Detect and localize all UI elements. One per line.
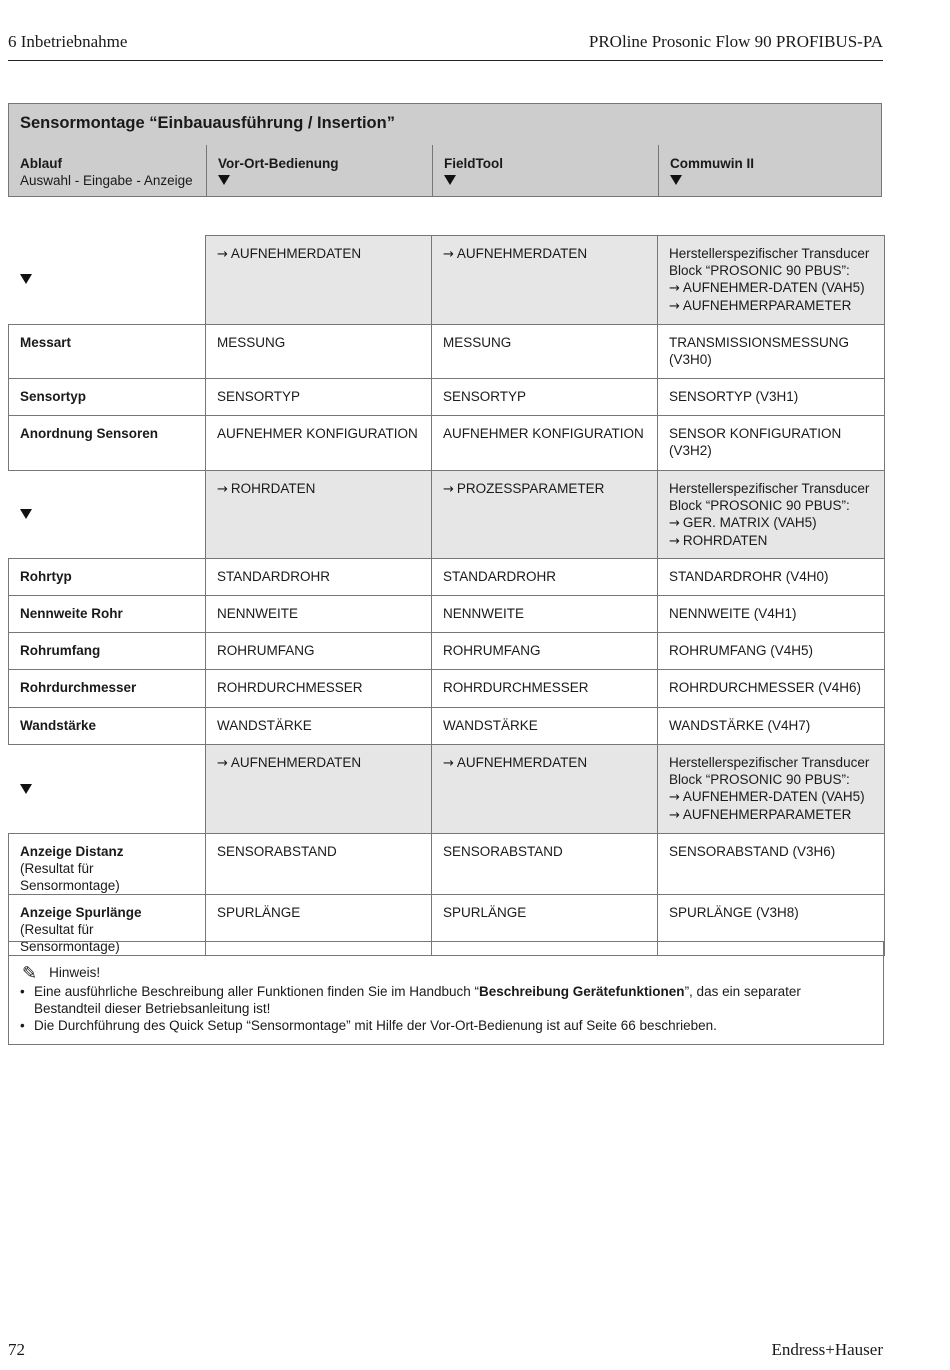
arrow-right-icon: → <box>669 790 680 805</box>
table-row: Rohrdurchmesser ROHRDURCHMESSER ROHRDURCHMESSER ROHRDURCHMESSER (V4H6) <box>9 670 885 708</box>
table-row: Wandstärke WANDSTÄRKE WANDSTÄRKE WANDSTÄRKE (V4H7) <box>9 708 885 745</box>
brand-logo: Endress+Hauser <box>771 1340 883 1359</box>
table-header <box>8 103 882 197</box>
triangle-down-icon <box>218 175 230 185</box>
arrow-right-icon: → <box>669 281 680 296</box>
note-list <box>20 983 850 1034</box>
arrow-right-icon: → <box>669 534 680 549</box>
note-box <box>8 941 884 1045</box>
steps-table <box>8 235 885 956</box>
list-item: • Eine ausführliche Beschreibung aller Funktionen finden Sie im Handbuch “Beschreibung Gerätefunktionen”, das ein separater Bestandteil dieser Betriebsanleitung ist! <box>20 983 850 1017</box>
arrow-right-icon: → <box>669 299 680 314</box>
chapter-title: 6 Inbetriebnahme <box>8 32 128 51</box>
column-header-ablauf: Ablauf Auswahl - Eingabe - Anzeige <box>20 156 193 188</box>
table-title: Sensormontage “Einbauausführung / Insertion” <box>20 114 395 132</box>
triangle-down-icon <box>20 274 32 284</box>
table-row: Nennweite Rohr NENNWEITE NENNWEITE NENNWEITE (V4H1) <box>9 596 885 633</box>
table-row: Messart MESSUNG MESSUNG TRANSMISSIONSMESSUNG (V3H0) <box>9 325 885 379</box>
group-row: → AUFNEHMERDATEN → AUFNEHMERDATEN Herstellerspezifischer Transducer Block “PROSONIC 90 PBUS”: → AUFNEHMER-DATEN (VAH5) → AUFNEHMERPARAMETER <box>9 236 885 325</box>
table-row: Anzeige Spurlänge (Resultat für Sensormontage) SPURLÄNGE SPURLÄNGE SPURLÄNGE (V3H8) <box>9 895 885 956</box>
arrow-right-icon: → <box>217 756 228 771</box>
table-row: Anzeige Distanz (Resultat für Sensormontage) SENSORABSTAND SENSORABSTAND SENSORABSTAND (V3H6) <box>9 834 885 895</box>
column-header-fieldtool: FieldTool <box>432 145 658 197</box>
arrow-right-icon: → <box>217 247 228 262</box>
group-row: → AUFNEHMERDATEN → AUFNEHMERDATEN Herstellerspezifischer Transducer Block “PROSONIC 90 PBUS”: → AUFNEHMER-DATEN (VAH5) → AUFNEHMERPARAMETER <box>9 745 885 834</box>
product-title: PROline Prosonic Flow 90 PROFIBUS-PA <box>588 32 883 51</box>
list-item: • Die Durchführung des Quick Setup “Sensormontage” mit Hilfe der Vor-Ort-Bedienung ist auf Seite 66 beschrieben. <box>20 1017 850 1034</box>
triangle-down-icon <box>444 175 456 185</box>
arrow-right-icon: → <box>443 756 454 771</box>
arrow-right-icon: → <box>217 482 228 497</box>
table-row: Rohrumfang ROHRUMFANG ROHRUMFANG ROHRUMFANG (V4H5) <box>9 633 885 670</box>
table-row: Rohrtyp STANDARDROHR STANDARDROHR STANDARDROHR (V4H0) <box>9 559 885 596</box>
triangle-down-icon <box>20 509 32 519</box>
arrow-right-icon: → <box>443 247 454 262</box>
page-header <box>8 30 883 61</box>
note-heading: ✎ Hinweis! <box>22 963 101 984</box>
arrow-right-icon: → <box>669 516 680 531</box>
table-row: Anordnung Sensoren AUFNEHMER KONFIGURATION AUFNEHMER KONFIGURATION SENSOR KONFIGURATION (V3H2) <box>9 416 885 471</box>
column-header-commuwin: Commuwin II <box>658 145 883 197</box>
triangle-down-icon <box>20 784 32 794</box>
triangle-down-icon <box>670 175 682 185</box>
column-header-vor-ort: Vor-Ort-Bedienung <box>206 145 432 197</box>
arrow-right-icon: → <box>443 482 454 497</box>
group-row: → ROHRDATEN → PROZESSPARAMETER Herstellerspezifischer Transducer Block “PROSONIC 90 PBUS”: → GER. MATRIX (VAH5) → ROHRDATEN <box>9 471 885 559</box>
page-number: 72 <box>8 1340 25 1359</box>
table-row: Sensortyp SENSORTYP SENSORTYP SENSORTYP (V3H1) <box>9 379 885 416</box>
arrow-right-icon: → <box>669 808 680 823</box>
pencil-icon: ✎ <box>22 963 38 984</box>
